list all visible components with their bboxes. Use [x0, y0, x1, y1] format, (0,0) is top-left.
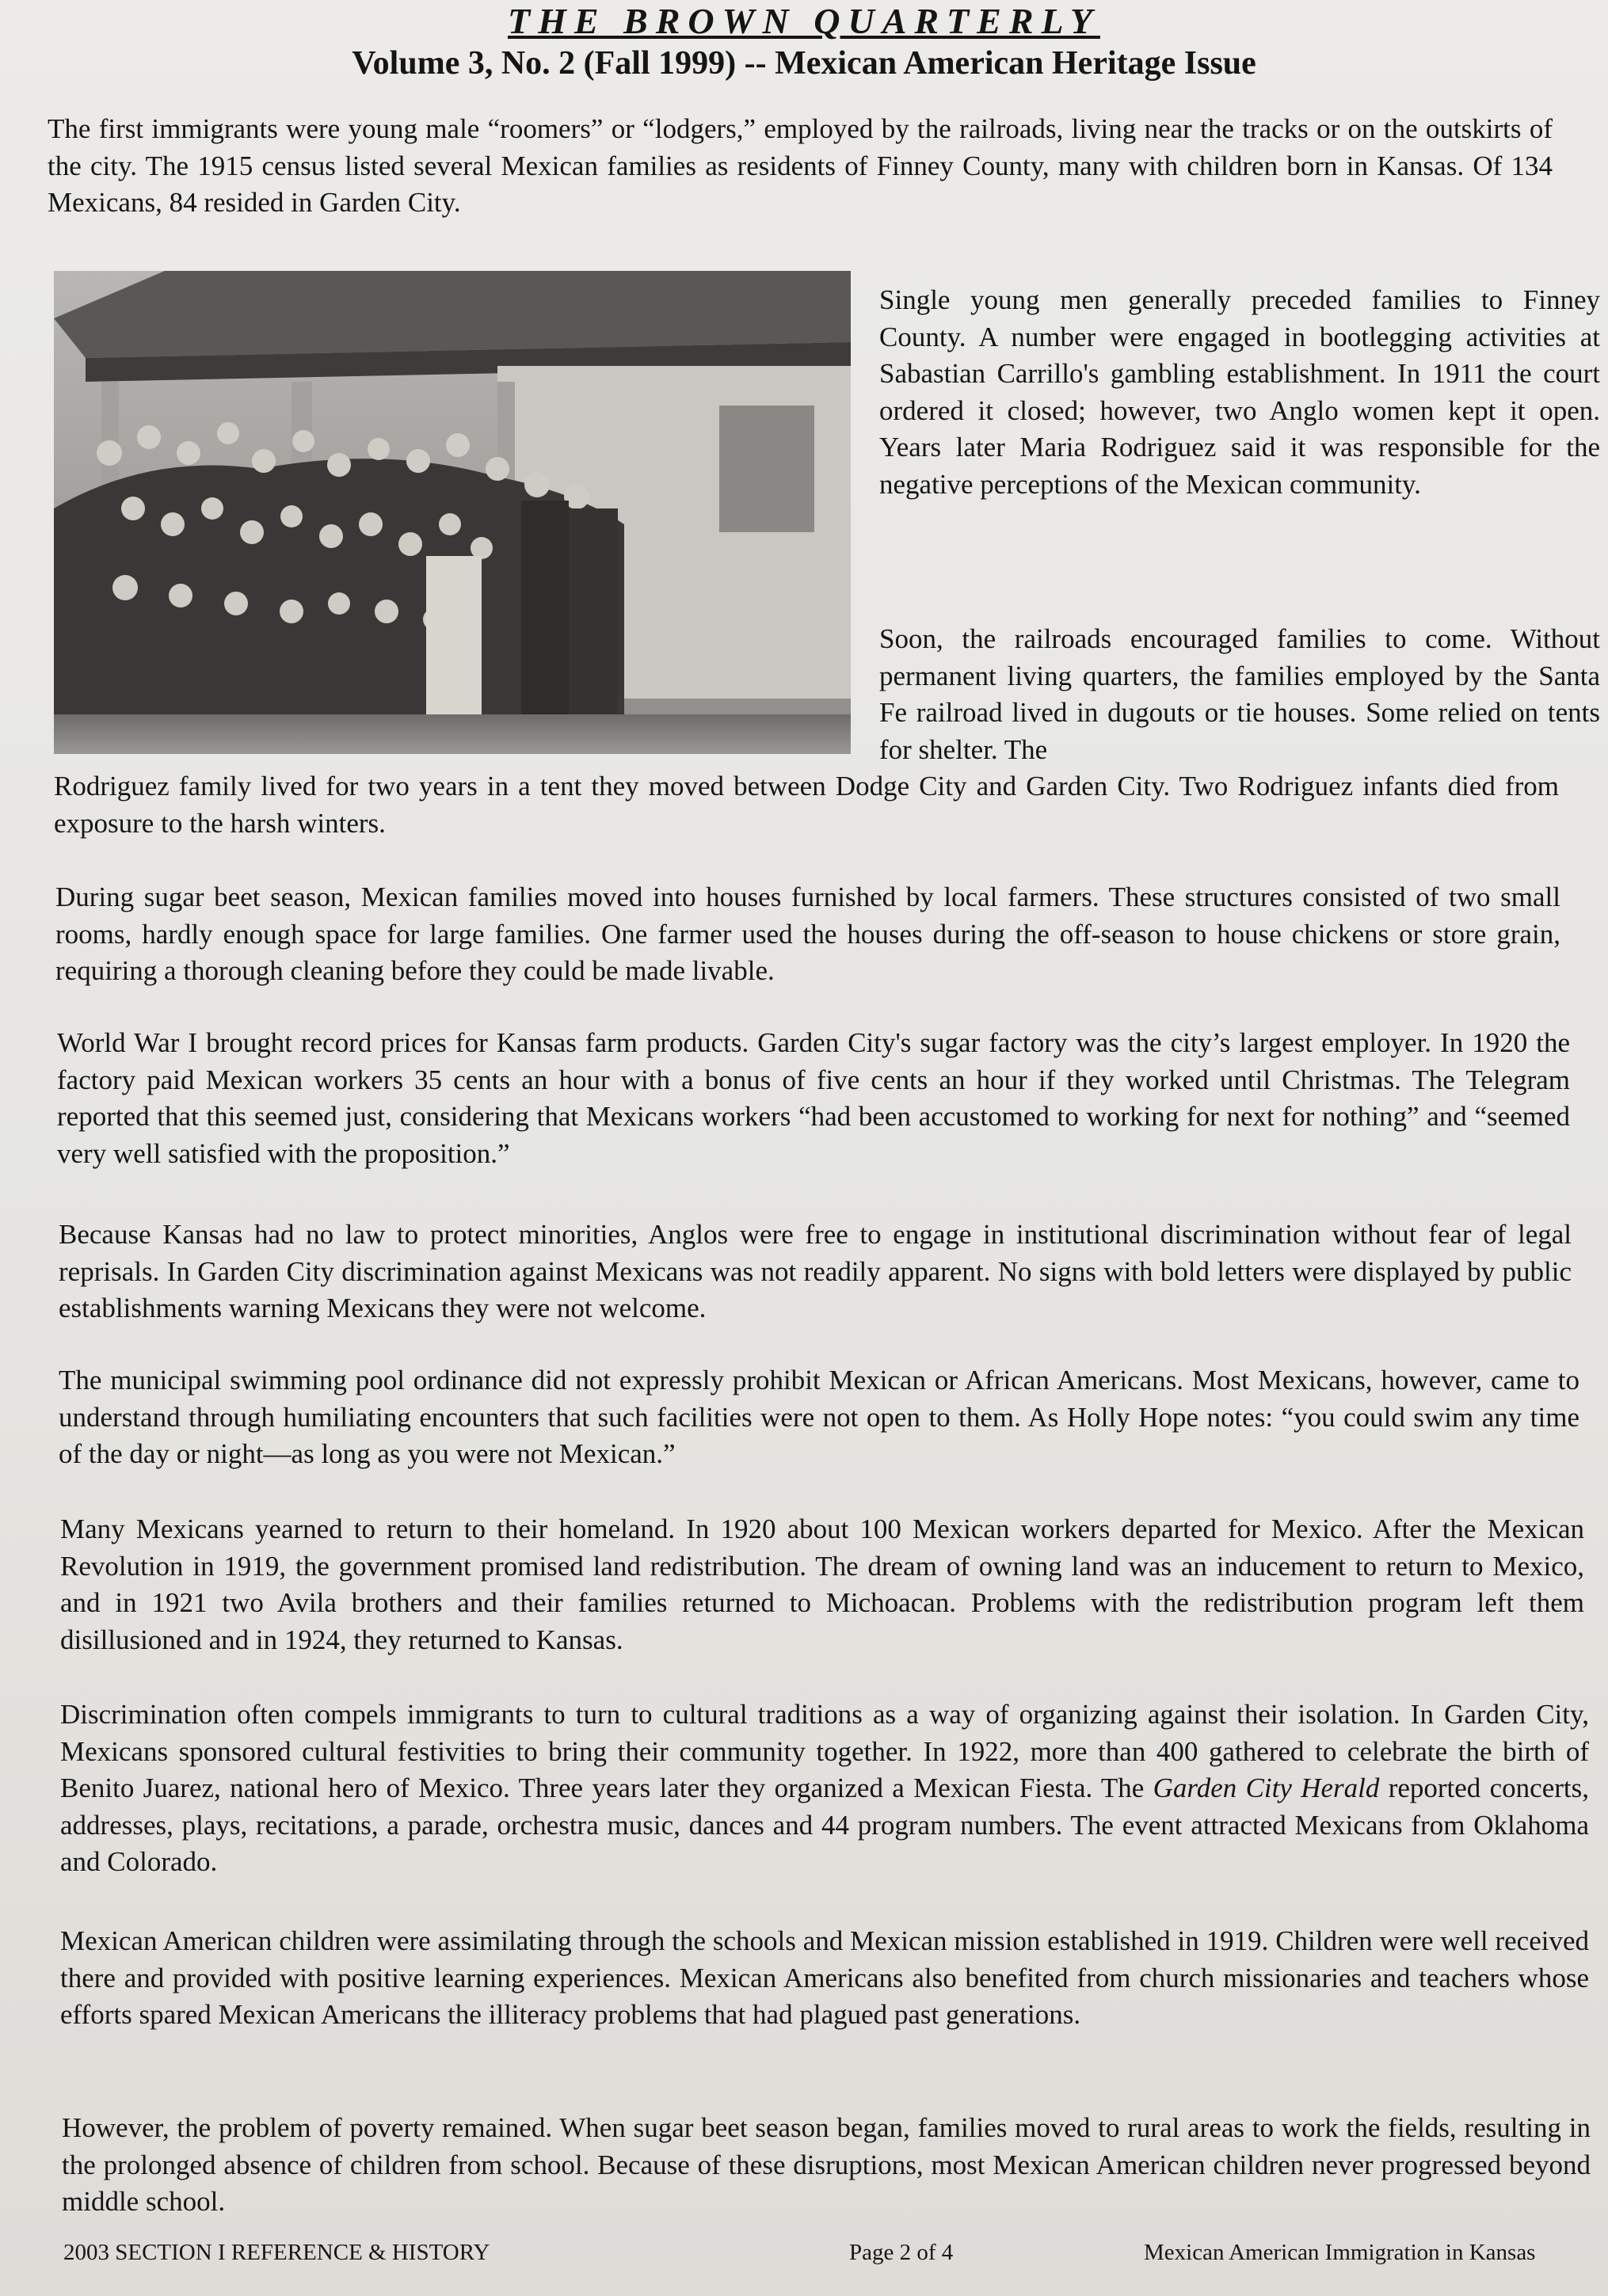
footer-page-number: Page 2 of 4 [849, 2240, 954, 2265]
footer-article-title: Mexican American Immigration in Kansas [1144, 2240, 1536, 2265]
paragraph-9-text-a: Discrimination often compels immigrants to turn to cultural traditions as a way of organizing against their isolation. In Garden City, Mexicans sponsored cultural festivities to bring their community together. In 1922, more than 400 gathered to celebrate the birth of Benito Juarez, national hero of Mexico. Three years later they organized a Mexican Fiesta. The [60, 1699, 1589, 1803]
paragraph-7: The municipal swimming pool ordinance did not expressly prohibit Mexican or African Americans. Most Mexicans, however, came to understand through humiliating encounters that such facilities were not open to them. As Holly Hope notes: “you could swim any time of the day or night—as long as you were not Mexican.” [59, 1365, 1579, 1469]
paragraph-6: Because Kansas had no law to protect minorities, Anglos were free to engage in institutional discrimination without fear of legal reprisals. In Garden City discrimination against Mexicans was not readily apparent. No signs with bold letters were displayed by public establishments warning Mexicans they were not welcome. [59, 1219, 1572, 1323]
paragraph-11: However, the problem of poverty remained. When sugar beet season began, families moved to rural areas to work the fields, resulting in the prolonged absence of children from school. Because of these disruptions, most Mexican American children never progressed beyond middle school. [62, 2112, 1591, 2217]
paragraph-5: World War I brought record prices for Kansas farm products. Garden City's sugar factory was the city’s largest employer. In 1920 the factory paid Mexican workers 35 cents an hour with a bonus of five cents an hour if they worked until Christmas. The Telegram reported that this seemed just, considering that Mexicans workers “had been accustomed to working for next for nothing” and “seemed very well satisfied with the proposition.” [57, 1027, 1570, 1169]
paragraph-1: The first immigrants were young male “roomers” or “lodgers,” employed by the railroads, living near the tracks or on the outskirts of the city. The 1915 census listed several Mexican families as residents of Finney County, many with children born in Kansas. Of 134 Mexicans, 84 resided in Garden City. [48, 113, 1553, 218]
footer-section-label: 2003 SECTION I REFERENCE & HISTORY [63, 2240, 490, 2265]
masthead: THE BROWN QUARTERLY [507, 1, 1101, 41]
issue-line: Volume 3, No. 2 (Fall 1999) -- Mexican American Heritage Issue [352, 45, 1256, 82]
paragraph-2: Single young men generally preceded families to Finney County. A number were engaged in bootlegging activities at Sabastian Carrillo's gambling establishment. In 1911 the court ordered it closed; however, two Anglo women kept it open. Years later Maria Rodriguez said it was responsible for the negative perceptions of the Mexican community. [879, 284, 1600, 500]
paragraph-10: Mexican American children were assimilating through the schools and Mexican mission established in 1919. Children were well received there and provided with positive learning experiences. Mexican Americans also benefited from church missionaries and teachers whose efforts spared Mexican Americans the illiteracy problems that had plagued past generations. [60, 1925, 1589, 2030]
newspaper-title: Garden City Herald [1153, 1772, 1380, 1803]
paragraph-8: Many Mexicans yearned to return to their homeland. In 1920 about 100 Mexican workers departed for Mexico. After the Mexican Revolution in 1919, the government promised land redistribution. The dream of owning land was an inducement to return to Mexico, and in 1921 two Avila brothers and their families returned to Michoacan. Problems with the redistribution program left them disillusioned and in 1924, they returned to Kansas. [60, 1514, 1584, 1655]
paragraph-9-text-b: reported concerts, addresses, plays, recitations, a parade, orchestra music, dances and 44 program numbers. The event attracted Mexicans from Oklahoma and Colorado. [60, 1772, 1589, 1877]
paragraph-3-continued: Rodriguez family lived for two years in a tent they moved between Dodge City and Garden City. Two Rodriguez infants died from exposure to the harsh winters. [54, 771, 1559, 839]
paragraph-9 [60, 1696, 1589, 1881]
paragraph-3-wrapped: Soon, the railroads encouraged families to come. Without permanent living quarters, the families employed by the Santa Fe railroad lived in dugouts or tie houses. Some relied on tents for shelter. The [879, 623, 1600, 765]
paragraph-4: During sugar beet season, Mexican families moved into houses furnished by local farmers. These structures consisted of two small rooms, hardly enough space for large families. One farmer used the houses during the off-season to house chickens or store grain, requiring a thorough cleaning before they could be made livable. [55, 881, 1560, 986]
historical-group-photo [54, 271, 851, 754]
